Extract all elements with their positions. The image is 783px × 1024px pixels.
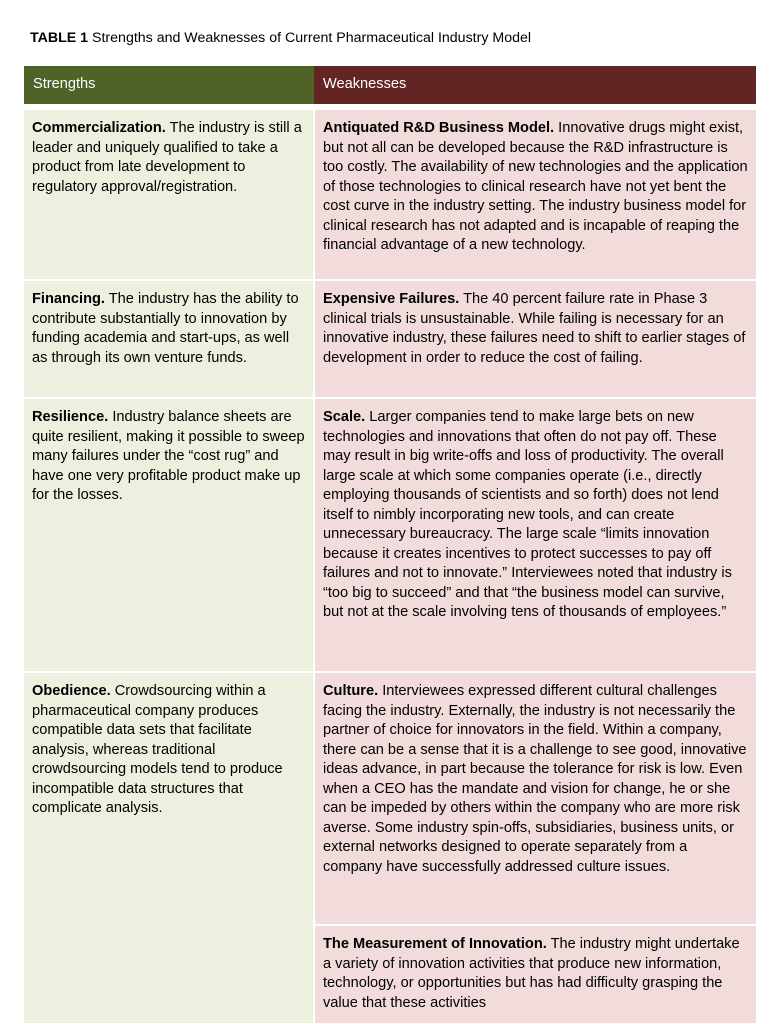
table-row-continued bbox=[24, 925, 756, 1023]
caption-text: Strengths and Weaknesses of Current Pharmaceutical Industry Model bbox=[92, 30, 532, 46]
table-row bbox=[24, 672, 756, 925]
weakness-body: Larger companies tend to make large bets on new technologies and innovations that often do not pay off. These may result in big write-offs and loss of productivity. The overall large scale at which some companies operate (i.e., directly employing thousands of scientists and so forth) does not lend itself to nimbly incorporating new tools, and can create unnecessary bureaucracy. The large scale “limits innovation because it creates incentives to protect successes to pay off failures and not to innovate.” Interviewees noted that industry is “too big to succeed” and that “the business model can survive, but not at the scale involving tens of thousands of employees.” bbox=[323, 409, 732, 620]
strength-body: Crowdsourcing within a pharmaceutical company produces compatible data sets that facilitate analysis, whereas traditional crowdsourcing models tend to produce incompatible data structures that complicate analysis. bbox=[32, 683, 283, 816]
weakness-title: Antiquated R&D Business Model. bbox=[323, 120, 555, 136]
weakness-body: The 40 percent failure rate in Phase 3 clinical trials is unsustainable. While failing is necessary for an innovative industry, these failures need to shift to earlier stages of development in order to reduce the cost of failing. bbox=[323, 291, 746, 366]
weakness-cell bbox=[314, 925, 756, 1023]
strengths-header: Strengths bbox=[24, 66, 314, 107]
strength-cell bbox=[24, 672, 314, 925]
strength-body: The industry is still a leader and uniquely qualified to take a product from late development to regulatory approval/registration. bbox=[32, 120, 302, 195]
strength-title: Commercialization. bbox=[32, 120, 166, 136]
strength-cell bbox=[24, 280, 314, 398]
weakness-title: The Measurement of Innovation. bbox=[323, 936, 547, 952]
table-header-row bbox=[24, 66, 756, 107]
weakness-cell bbox=[314, 280, 756, 398]
table-caption bbox=[30, 29, 531, 47]
strength-title: Resilience. bbox=[32, 409, 109, 425]
weakness-body: The industry might undertake a variety of innovation activities that produce new information, technology, or opportunities but has had difficulty grasping the value that these activities bbox=[323, 936, 740, 1011]
weakness-cell bbox=[314, 672, 756, 925]
weaknesses-header: Weaknesses bbox=[314, 66, 756, 107]
caption-label: TABLE 1 bbox=[30, 30, 89, 46]
weakness-cell bbox=[314, 107, 756, 280]
strength-body: The industry has the ability to contribute substantially to innovation by funding academia and start-ups, as well as through its own venture funds. bbox=[32, 291, 299, 366]
table-row bbox=[24, 398, 756, 672]
strength-cell bbox=[24, 107, 314, 280]
weakness-body: Innovative drugs might exist, but not all can be developed because the R&D infrastructure is too costly. The availability of new technologies and the application of those technologies to clinical research have not yet bent the cost curve in the industry setting. The industry business model for clinical research has not adapted and is incapable of reaping the financial advantage of a new technology. bbox=[323, 120, 748, 253]
strength-cell bbox=[24, 398, 314, 672]
strength-cell-empty bbox=[24, 925, 314, 1023]
weakness-body: Interviewees expressed different cultural challenges facing the industry. Externally, the industry is not necessarily the partner of choice for innovators in the field. Within a company, there can be a sense that it is a challenge to see good, innovative ideas advance, in part because the tolerance for risk is low. Even when a CEO has the mandate and vision for change, he or she can be impeded by others within the company who are more risk averse. Some industry spin-offs, subsidiaries, business units, or external networks designed to operate separately from a company have successfully addressed culture issues. bbox=[323, 683, 747, 875]
strength-title: Financing. bbox=[32, 291, 105, 307]
weakness-title: Culture. bbox=[323, 683, 379, 699]
weakness-title: Scale. bbox=[323, 409, 366, 425]
weakness-cell bbox=[314, 398, 756, 672]
strengths-weaknesses-table bbox=[24, 66, 756, 1023]
table-row bbox=[24, 280, 756, 398]
table-row bbox=[24, 107, 756, 280]
strength-title: Obedience. bbox=[32, 683, 111, 699]
strength-body: Industry balance sheets are quite resilient, making it possible to sweep many failures under the “cost rug” and have one very profitable product make up for the losses. bbox=[32, 409, 305, 503]
weakness-title: Expensive Failures. bbox=[323, 291, 460, 307]
